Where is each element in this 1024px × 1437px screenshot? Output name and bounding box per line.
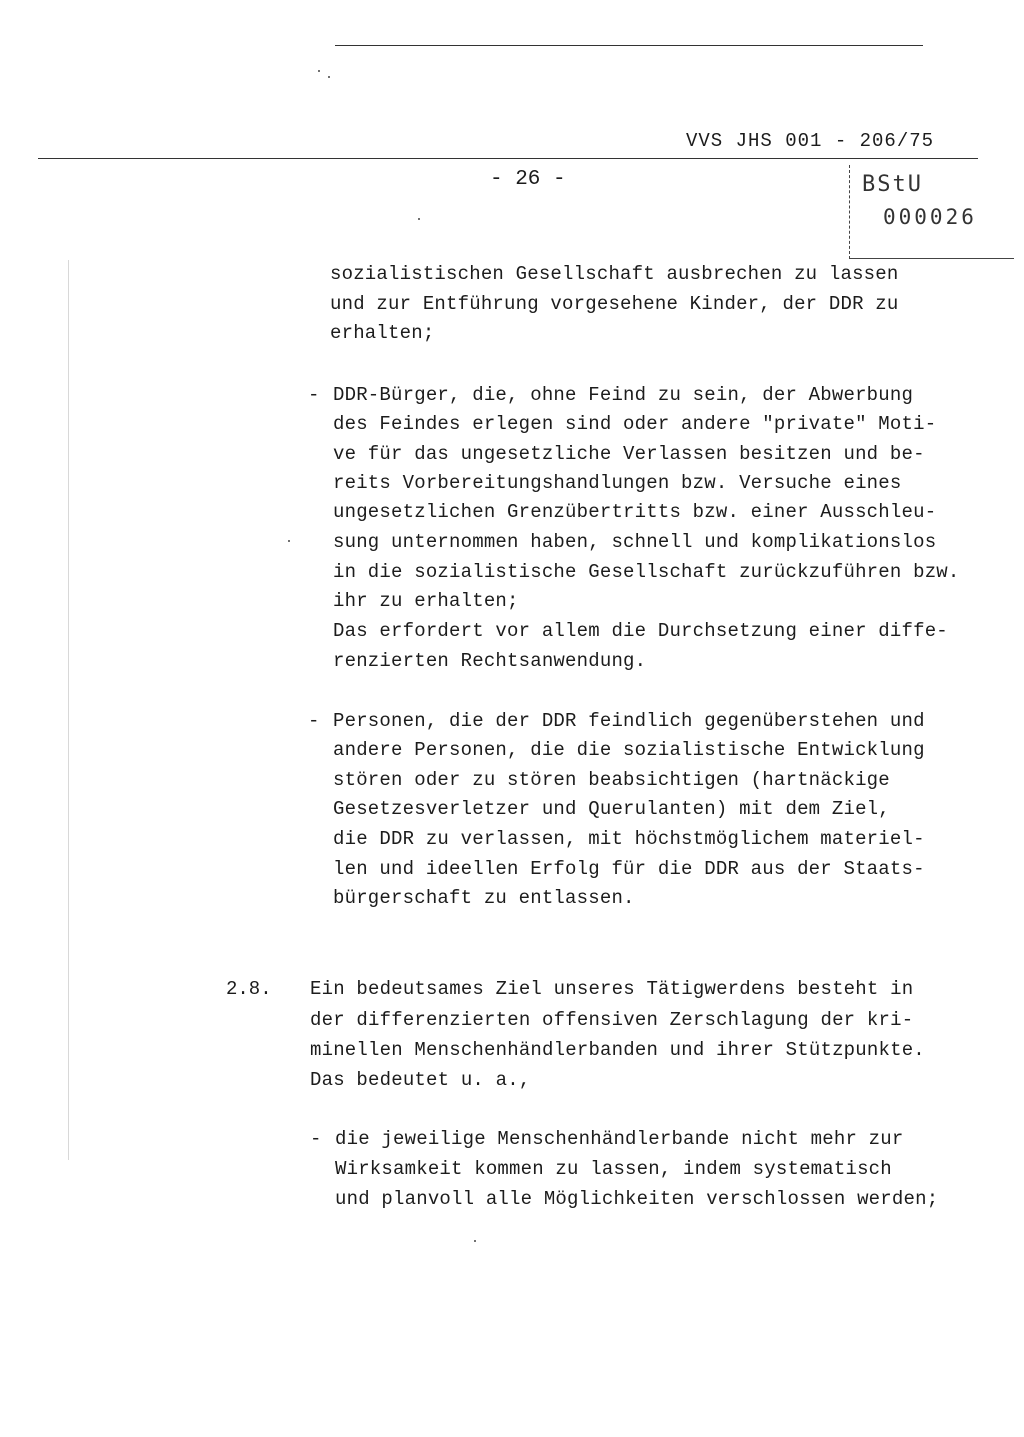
text-line: bürgerschaft zu entlassen. (333, 887, 635, 909)
margin-shadow (68, 260, 69, 1160)
page-number: - 26 - (490, 168, 566, 191)
bullet-dash: - (310, 1128, 322, 1150)
scan-speck (418, 218, 420, 220)
text-line: Wirksamkeit kommen zu lassen, indem systematisch (335, 1158, 892, 1180)
document-reference: VVS JHS 001 - 206/75 (686, 130, 935, 152)
text-line: reits Vorbereitungshandlungen bzw. Versuche eines (333, 472, 902, 494)
text-line: minellen Menschenhändlerbanden und ihrer Stützpunkte. (310, 1039, 925, 1061)
text-line: und planvoll alle Möglichkeiten verschlossen werden; (335, 1188, 939, 1210)
bullet-dash: - (308, 384, 320, 406)
text-line: der differenzierten offensiven Zerschlagung der kri- (310, 1009, 914, 1031)
stamp-number: 000026 (883, 205, 977, 229)
text-line: DDR-Bürger, die, ohne Feind zu sein, der Abwerbung (333, 384, 914, 406)
scan-speck (318, 70, 320, 72)
text-line: Ein bedeutsames Ziel unseres Tätigwerdens besteht in (310, 978, 914, 1000)
text-line: len und ideellen Erfolg für die DDR aus der Staats- (333, 858, 925, 880)
scan-speck (474, 1240, 476, 1242)
text-line: Gesetzesverletzer und Querulanten) mit dem Ziel, (333, 798, 890, 820)
text-line: Personen, die der DDR feindlich gegenüberstehen und (333, 710, 925, 732)
text-line: renzierten Rechtsanwendung. (333, 650, 647, 672)
text-line: des Feindes erlegen sind oder andere "private" Moti- (333, 413, 937, 435)
text-line: stören oder zu stören beabsichtigen (hartnäckige (333, 769, 890, 791)
header-rule (38, 158, 978, 159)
text-line: erhalten; (330, 322, 435, 344)
text-line: und zur Entführung vorgesehene Kinder, der DDR zu (330, 293, 899, 315)
text-line: Das bedeutet u. a., (310, 1069, 531, 1091)
text-line: ungesetzlichen Grenzübertritts bzw. einer Ausschleu- (333, 501, 937, 523)
scan-speck (288, 540, 290, 542)
text-line: die jeweilige Menschenhändlerbande nicht mehr zur (335, 1128, 904, 1150)
text-line: sung unternommen haben, schnell und komplikationslos (333, 531, 937, 553)
bullet-dash: - (308, 710, 320, 732)
text-line: in die sozialistische Gesellschaft zurückzuführen bzw. (333, 561, 960, 583)
text-line: ve für das ungesetzliche Verlassen besitzen und be- (333, 443, 925, 465)
text-line: die DDR zu verlassen, mit höchstmöglichem materiel- (333, 828, 925, 850)
text-line: ihr zu erhalten; (333, 590, 519, 612)
text-line: sozialistischen Gesellschaft ausbrechen zu lassen (330, 263, 899, 285)
stamp-label: BStU (862, 172, 923, 197)
top-rule (335, 45, 923, 46)
text-line: andere Personen, die die sozialistische Entwicklung (333, 739, 925, 761)
section-number: 2.8. (226, 978, 272, 1000)
text-line: Das erfordert vor allem die Durchsetzung einer diffe- (333, 620, 948, 642)
scan-speck (328, 76, 330, 78)
